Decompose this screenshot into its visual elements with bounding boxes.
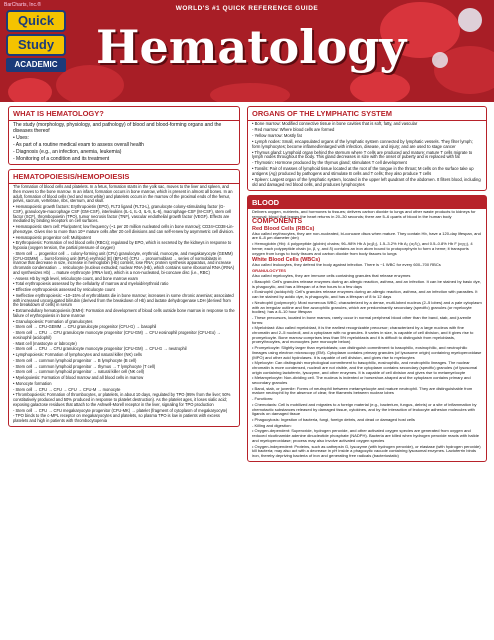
hemato-para: - Assess Hb by Hgb level, reticulocyte count, and bone marrow exam: [13, 275, 138, 281]
what-is-heading: WHAT IS HEMATOLOGY?: [9, 107, 239, 121]
wbc-para: Also called leukocytes, they defend the body against infection. There is ~1 WBC for every 600–700 RBCs: [252, 261, 441, 267]
wbc-para: • Neutrophil (polymorph): Most numerous WBC; characterized by a dense, multi-lobed nucleus (2–5 lobes) and a pale cytoplasm with an irregular outline and fine azurophilic granules, which are predominantly secondary (specific) granules (or myelocyte bodies); has a 8–10 hour lifespan: [252, 299, 482, 315]
lymph-item: - Red marrow: Where blood cells are formed: [252, 126, 335, 132]
logo-study: Study: [6, 34, 66, 56]
hemato-para: - Stem cell → common lymphoid progenitor → thymus → T lymphocyte (T cell): [13, 363, 156, 369]
hemato-para: • Thrombopoiesis: Formation of thrombocytes, or platelets, in about 10 days, regulated by TPO (95% from the liver; 50% constitutively produced and 50% produced in response to platelet destruction). As the platelet ages, it loses sialic acid; exposing galactose residues that attach to the Ashwell-Morell receptor in the liver, signaling for TPO production: [13, 392, 231, 407]
logo-quick: Quick: [6, 10, 66, 32]
hemato-para: • Myelopoiesis: Formation of blood marrow and all blood cells in marrow: [13, 375, 144, 380]
lymph-item: • Tonsils: Pair of masses of lymphoid tissue located at the root of the tongue in the throat; M cells on the surface take up antigens (Ag) produced by pathogens and stimulate B cells and T cells; they also produce T cells: [252, 166, 474, 177]
hemato-para: - Stem cell → CFU → CFU → CFU → CFU-M → monocyte: [13, 386, 121, 392]
lymph-item: • Lymph nodes: Small, encapsulated organs of the lymphatic system connected by lymphatic vessels. They filter lymph; form lymphocytes; become inflamed/enlarged with infection, disease, and injury; and are used to stage cancer: [252, 138, 473, 149]
hemato-para: • Lymphopoiesis: Formation of lymphocytes and natural killer (NK) cells: [13, 352, 142, 357]
hemato-para: • Granulopoiesis: Formation of granulocytes: [13, 318, 93, 324]
hemato-para: - Stem cell → common lymphoid progenitor → B lymphocyte (B cell): [13, 357, 137, 363]
hemato-para: • Erythropoiesis: Formation of red blood cells (RBCs); regulated by EPO, which is secreted by the kidneys in response to hypoxia (oxygen tension, the partial pressure of oxygen): [13, 240, 232, 250]
publisher-brand: BarCharts, Inc.®: [4, 2, 42, 8]
right-column: [247, 106, 487, 462]
blood-body: [248, 209, 486, 461]
lymphatic-heading: ORGANS OF THE LYMPHATIC SYSTEM: [248, 107, 486, 121]
hemato-para: • Ineffective erythropoiesis: ~10–15% of erythroblasts die in bone marrow; increases in some chronic anemias; associated with increased unconjugated bilirubin (derived from the breakdown of Hb) and lactate dehydrogenase LDH (derived from the breakdown of cells) in serum: [13, 292, 234, 308]
lymph-item: - Thymosin: Hormone produced by the thymus gland; stimulates T cell development: [252, 160, 407, 166]
hemato-para: - TPO binds to the c-MPL receptor on megakaryocytes and platelets, so plasma TPO is low in patients with excess platelets and high in patients with thrombocytopenia: [13, 413, 220, 423]
hemato-para: - Stem cell → CFU → CFU granulocyte monocyte progenitor (CFU-GM) → CFU-G → neutrophil: [13, 346, 187, 352]
wbc-para: - These precursors, located in bone marrow, rarely occur in normal peripheral blood other than the band, stab, and juvenile forms:: [252, 314, 472, 325]
hemato-para: - Stem cell → CFU-GEMM → CFU granulocyte progenitor (CFU-G) → basophil: [13, 324, 157, 330]
lymph-item: • Thymus gland: Lymphoid organ behind the sternum where T cells are produced and mature; mature T cells migrate to lymph nodes throughout the body. This gland decreases in size with the onset of puberty and is replaced with fat: [252, 149, 473, 160]
hematopoiesis-body: [9, 184, 239, 426]
wbc-para: • Myeloblast: Also called myeloblast, it is the earliest recognizable precursor; characterized by a large nucleus with fine chromatin and 2–5 nucleoli, and a cytoplasm with no granules. It varies in size, is capable of cell division, and it gives rise to promyelocyte. Bone marrow comprises less than 5% myeloblasts and it is difficult to distinguish from myeloblasts, proerythrocytes, and monocytes (see monocyte below): [252, 325, 474, 345]
hemato-para: The formation of blood cells and platelets. In a fetus, formation starts in the yolk sac, moves to the liver and spleen, and then moves to the bone marrow. In an infant, formation occurs in bone marrow, which is present in almost all bones. In an adult, formation of blood cells (red and most white) and platelets occurs in the marrow of the proximal ends of the femur, pelvis, sacrum, vertebrae, ribs, sternum, and skull.: [13, 184, 233, 204]
uses-label: • Uses:: [13, 135, 29, 141]
uses-item: - Monitoring of a condition and its treatment: [13, 156, 110, 162]
hematopoiesis-heading: HEMATOPOIESIS/HEMOPOIESIS: [9, 170, 239, 184]
lymphatic-body: [248, 121, 486, 190]
blood-heading: BLOOD: [248, 196, 486, 209]
wbc-para: • Metamyelocyte: Non-dividing cell. The nucleus is indented or horseshoe-shaped and the cytoplasm contains primary and secondary granules: [252, 375, 471, 386]
lymph-item: - Yellow marrow: Mostly fat: [252, 132, 302, 138]
rbc-para: Also called erythrocytes, they are non-nucleated, bi-concave discs when mature. They contain Hb, have a 120-day lifespan, and are 6–8 μm diameter (dm): [252, 230, 481, 241]
wbc-para: - Functions:: [252, 396, 274, 402]
rbc-para: • Hemoglobin (Hb): 4 polypeptide (globin) chains; 96–98% Hb A (α₂β₂), 1.5–3.2% Hb A₂ (α₂δ₂), and 0.5–0.8% Hb F (α₂γ₂), 4 heme; each polypeptide chain (α, β, γ, and δ) contains an iron atom bound to protoporphyrin to form a heme; it transports oxygen from lungs to body tissues and carbon dioxide from body tissues to lungs: [252, 241, 473, 256]
lymph-item: • Bone marrow: Modified connective tissue in bone cavities that is soft, fatty, and vascular: [252, 121, 418, 126]
what-is-text: The study (morphology, physiology, and pathology) of blood and blood-forming organs and the diseases thereof: [13, 122, 222, 134]
components-heading: COMPONENTS: [252, 218, 303, 226]
wbc-para: GRANULOCYTES: [252, 267, 286, 273]
hemato-para: - Stem cell → CFU → CFU megakaryocyte progenitor (CFU-MK) → platelet (fragment of cytoplasm of megakaryocyte): [13, 407, 228, 413]
hemato-para: • Hematopoietic progenitor cell: Multipotent: [13, 234, 91, 240]
uses-item: - As part of a routine medical exam to assess overall health: [13, 142, 144, 148]
wbc-para: • Basophil: Cell's granules release enzymes during an allergic reaction, asthma, and an infection. It can be stained by basic dye, is phagocytic, and has a lifespan of a few hours to a few days: [252, 279, 481, 289]
what-is-section: [8, 106, 240, 165]
what-is-body: [9, 121, 239, 164]
hemato-para: • Monocyte formation: [13, 380, 52, 386]
hemato-para: • Extramedullary hematopoiesis (EMH): Formation and development of blood cells outside bone marrow in response to the failure of erythropoiesis in bone marrow: [13, 308, 235, 318]
hemato-para: • Total erythropoiesis assessed by the cellularity of marrow and myeloid/erythroid ratio: [13, 281, 169, 287]
wbc-para: • Promyelocyte: Slightly larger than myeloblasts; can distinguish commitment to basophilic, eosinophilic, and neutrophilic lineages using electron microscopy (EM). Cytoplasm contains primary granules (of lysosome origin) containing myeloperoxidase (MPO) and other acid hydrolases. It is capable of cell division, and gives rise to myelocytes: [252, 345, 482, 360]
lymphatic-section: [247, 106, 487, 191]
wbc-para: • Oxygen-independent: Proteins, such as cathepsin G, lysozyme (with hydrogen peroxide), or elastase (with hydrogen peroxide) kill bacteria; may also act with a decrease in pH inside a phagocytic vacuole containing lysosomal enzymes. Lactoferrin binds iron, thereby depriving bacteria of iron and generating free radicals (bacteriostatic): [252, 443, 481, 458]
hemato-para: • Hematopoietic stem cell: Pluripotent; low frequency (~1 per 20 million nucleated cells in bone marrow); CD34+CD38-Lin- phenotype. Gives rise to more than 10¹¹ mature cells after 20 cell divisions and can self-renew by asymmetric cell division.: [13, 224, 234, 234]
wbc-para: • Phagocytosis: Ingestion of bacteria, fungi, foreign debris, and dead or damaged host cells: [252, 417, 415, 422]
wbc-para: • Eosinophil (acidophil): Cell's granules release enzymes during an allergic reaction, asthma, and an infection with parasites. It can be stained by acidic dye, is phagocytic, and has a lifespan of 8 to 12 days: [252, 289, 478, 300]
logo-academic: ACADEMIC: [6, 58, 66, 72]
uses-item: - Diagnosis (e.g., an infection, anemia, leukemia): [13, 149, 122, 155]
wbc-para: - Killing and digestion:: [252, 422, 292, 428]
wbc-para: • Oxygen-dependent: Superoxide, hydrogen peroxide, and other activated oxygen species are generated from oxygen and reduced nicotinamide adenine dinucleotide phosphate (NADPH). Bacteria are killed when hydrogen peroxide reacts with halide and myeloperoxidase; process may also involve activated oxygen species: [252, 428, 479, 443]
lymph-item: • Spleen: Largest organ of the lymphatic system, located in the upper left quadrant of the abdomen. It filters blood, including old and damaged red blood cells, and produces lymphocytes: [252, 177, 481, 187]
wbc-para: • Chemotaxis: Cell is mobilized and migrates to a foreign material (e.g., bacterium, fungus, debris) or a site of inflammation by chemotactic substances released by damaged tissue, cytokines, and by the interaction of leukocyte adhesion molecules with ligands on damaged tissue: [252, 401, 477, 417]
hemato-para: - Stem cell → common lymphoid progenitor → natural killer cell (NK cell): [13, 369, 145, 375]
wbc-para: • Band, stab, or juvenile: Forms of neutrophil between metamyelocyte and mature neutrophil. They are distinguishable from mature neutrophil by the absence of clear, fine filaments between nuclear lobes: [252, 385, 473, 396]
hemato-para: - Mast cell (mastocyte or labrocyte): [13, 340, 77, 346]
hemato-para: - Stem cell → CFU → CFU granulocyte monocyte progenitor (CFU-GM) → CFU eosinophil progenitor (CFU-Eo) → eosinophil (acidophil): [13, 330, 221, 340]
rbc-heading: Red Blood Cells (RBCs): [252, 225, 315, 232]
hemato-para: • Effective erythropoiesis assessed by reticulocyte count: [13, 287, 115, 292]
left-column: [8, 106, 240, 427]
header-banner: [0, 0, 494, 102]
tagline: WORLD'S #1 QUICK REFERENCE GUIDE: [175, 5, 319, 12]
hematopoiesis-section: [8, 169, 240, 427]
blood-section: [247, 195, 487, 462]
page-title: Hematology: [96, 20, 407, 74]
wbc-heading: White Blood Cells (WBCs): [252, 257, 321, 264]
hemato-para: • Hematopoietic growth factors: Erythropoietin (EPO), FLT3 ligand (FLT3-L), granulocyte colony-stimulating factor (G-CSF), granulocyte-macrophage CSF (GM-CSF), interleukins (IL-1, IL-3, IL-5, IL-6), macrophage-CSF (M-CSF), stem cell factor (SCF), thrombopoietin (TPO), tumor necrosis factor (TNF), vascular endothelial growth factor (VEGF). Effects are mediated by binding receptors on cell surfaces.: [13, 204, 232, 224]
hemato-para: - Stem cell → progenitor cell → colony-forming unit (CFU) granulocyte, erythroid, monocyte, and megakaryocyte (GEMM) (CFU-GEMM) → burst-forming unit (BFU) erythroid (E) (BFU-E) (CFU → pronormoblast → series of normoblasts in marrow that decrease in size, increase in hemoglobin (Hb) content, lose RNA; protein synthesis apparatus, and increase chromatin condensation → reticulocyte (nucleus extruded; nuclear RNA (Hb), which contains some ribosomal RNA (rRNA) and synthesizes Hb) → mature erythrocyte (rRNA lost), which is a non-nucleated, bi-concave disc (i.e., RBC): [13, 250, 235, 275]
wbc-para: • Myelocyte: Can distinguish morphological commitment to basophilic, eosinophilic, and neutrophilic lineages. The nuclear chromatin is more condensed, nucleoli are not visible, and the cytoplasm contains secondary (specific) granules (of lysosomal origin containing lactoferrin, lysozyme, and other enzymes. It is capable of cell division and gives rise to metamyelocyte: [252, 360, 478, 375]
blood-intro: Delivers oxygen, nutrients, and hormones to tissues; delivers carbon dioxide to lungs and other waste products to kidneys for removal; blood that leaves the heart returns in 20–30 seconds; there are 5–6 quarts of blood in the human body: [252, 208, 476, 219]
quickstudy-logo: [6, 10, 66, 74]
wbc-para: Also called myelocytes, they are immune cells containing granules that release enzymes: [252, 273, 411, 279]
